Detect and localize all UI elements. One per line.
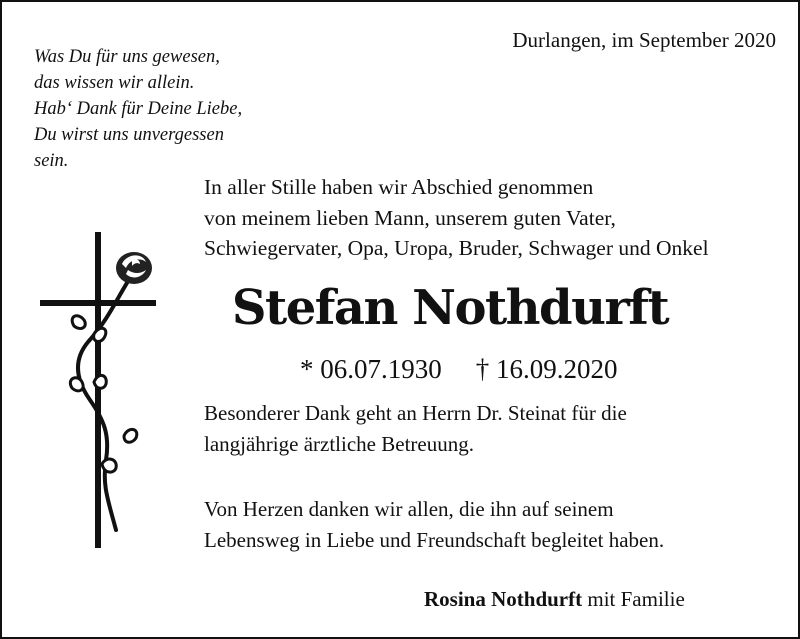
signature-name: Rosina Nothdurft xyxy=(424,587,583,611)
death-date: † 16.09.2020 xyxy=(475,354,618,384)
signature-suffix: mit Familie xyxy=(587,587,685,611)
thanks-line: Besonderer Dank geht an Herrn Dr. Steinat für die xyxy=(204,401,627,425)
signature xyxy=(424,587,685,612)
thanks-paragraph-doctor xyxy=(204,398,627,460)
intro-text xyxy=(204,172,709,264)
intro-line: In aller Stille haben wir Abschied genommen xyxy=(204,175,594,199)
poem-line: Hab‘ Dank für Deine Liebe, xyxy=(34,99,243,119)
cross-with-rose-icon xyxy=(38,230,162,554)
poem-line: das wissen wir allein. xyxy=(34,73,195,93)
life-dates xyxy=(300,354,618,385)
intro-line: Schwiegervater, Opa, Uropa, Bruder, Schwager und Onkel xyxy=(204,236,709,260)
deceased-name: Stefan Nothdurft xyxy=(231,280,669,336)
poem-line: Du wirst uns unvergessen xyxy=(34,125,224,145)
birth-date: * 06.07.1930 xyxy=(300,354,442,384)
thanks-line: Lebensweg in Liebe und Freundschaft begleitet haben. xyxy=(204,528,665,552)
place-and-date: Durlangen, im September 2020 xyxy=(512,28,776,52)
intro-line: von meinem lieben Mann, unserem guten Vater, xyxy=(204,205,616,230)
memorial-poem xyxy=(34,44,242,174)
poem-line: Was Du für uns gewesen, xyxy=(34,47,220,67)
thanks-paragraph-all xyxy=(204,494,664,556)
thanks-line: Von Herzen danken wir allen, die ihn auf seinem xyxy=(204,497,614,521)
poem-line: sein. xyxy=(34,151,69,171)
thanks-line: langjährige ärztliche Betreuung. xyxy=(204,432,474,456)
